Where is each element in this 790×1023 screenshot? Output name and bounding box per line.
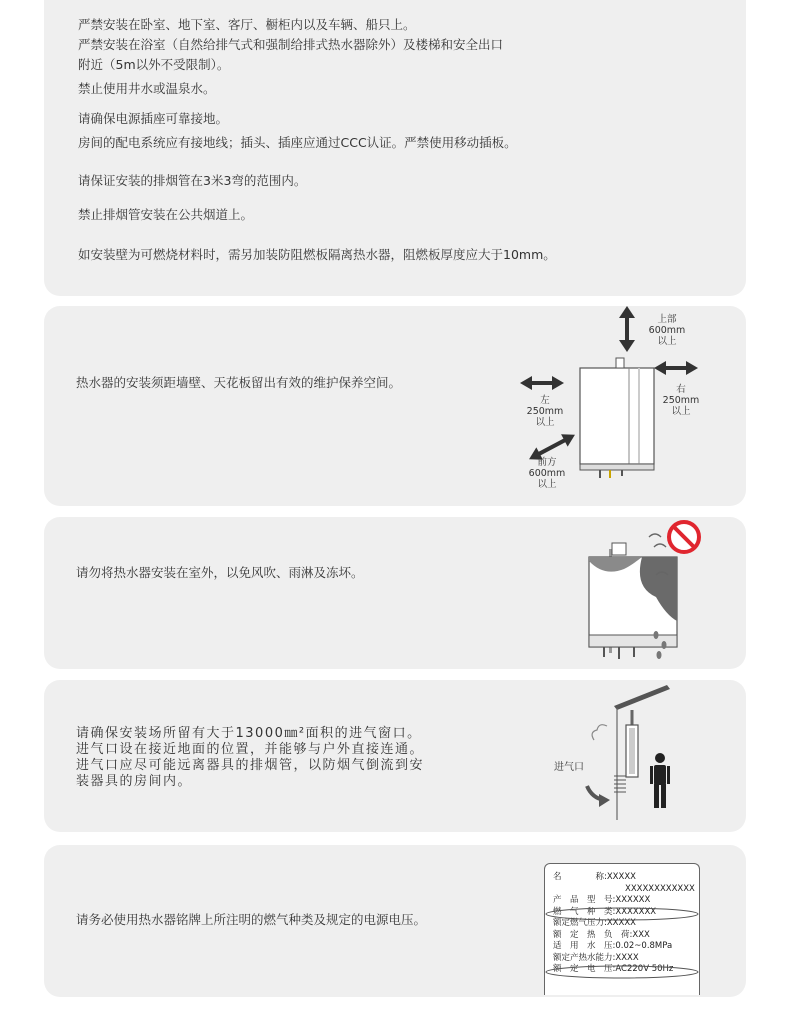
nameplate-row: 额定燃气压力:XXXXX [553, 918, 636, 928]
warning-card-clearance [44, 306, 746, 506]
nameplate-row: 额 定 电 压:AC220V 50Hz [553, 964, 674, 974]
left-clearance-label: 左 250mm 以上 [526, 395, 564, 428]
air-inlet-label: 进气口 [554, 762, 584, 773]
nameplate-row: 产 品 型 号:XXXXXX [553, 895, 651, 905]
clearance-diagram [44, 306, 746, 506]
warning-card-general [44, 0, 746, 296]
nameplate-row: XXXXXXXXXXXX [625, 883, 695, 894]
person-icon [650, 753, 670, 808]
ventilation-line: 装器具的房间内。 [76, 774, 193, 789]
warning-card-outdoor [44, 517, 746, 669]
warning-line: 请保证安装的排烟管在3米3弯的范围内。 [78, 173, 307, 188]
warning-line: 严禁安装在卧室、地下室、客厅、橱柜内以及车辆、船只上。 [78, 17, 416, 32]
outdoor-text: 请勿将热水器安装在室外，以免风吹、雨淋及冻坏。 [76, 565, 364, 580]
nameplate-row: 额 定 热 负 荷:XXX [553, 929, 650, 940]
top-clearance-label: 上部 600mm 以上 [648, 314, 686, 347]
nameplate-row: 适 用 水 压:0.02~0.8MPa [553, 941, 673, 951]
outdoor-heater-illustration [44, 517, 746, 669]
nameplate-row: 燃 气 种 类:XXXXXXX [553, 906, 657, 917]
warning-line: 请确保电源插座可靠接地。 [78, 111, 229, 126]
clearance-text: 热水器的安装须距墙壁、天花板留出有效的维护保养空间。 [76, 375, 402, 390]
warning-card-nameplate [44, 845, 746, 997]
nameplate-row: 额定产热水能力:XXXX [553, 952, 639, 963]
nameplate-row: 名 称:XXXXX [553, 872, 636, 882]
ventilation-line: 请确保安装场所留有大于13000㎜²面积的进气窗口。 [76, 726, 422, 741]
nameplate-text: 请务必使用热水器铭牌上所注明的燃气种类及规定的电源电压。 [76, 912, 427, 927]
warning-line: 禁止排烟管安装在公共烟道上。 [78, 207, 254, 222]
ventilation-line: 进气口设在接近地面的位置，并能够与户外直接连通。 [76, 742, 425, 757]
front-clearance-label: 前方 600mm 以上 [528, 457, 566, 490]
prohibited-icon [669, 522, 699, 552]
warning-line: 禁止使用井水或温泉水。 [78, 81, 216, 96]
right-clearance-label: 右 250mm 以上 [662, 384, 700, 417]
warning-line: 房间的配电系统应有接地线；插头、插座应通过CCC认证。严禁使用移动插板。 [78, 135, 517, 150]
ventilation-line: 进气口应尽可能远离器具的排烟管，以防烟气倒流到安 [76, 758, 425, 773]
nameplate-highlight [44, 845, 746, 997]
ventilation-illustration [44, 680, 746, 832]
warning-card-ventilation [44, 680, 746, 832]
warning-line: 如安装壁为可燃烧材料时，需另加装防阻燃板隔离热水器，阻燃板厚度应大于10mm。 [78, 247, 556, 262]
warning-line: 附近（5m以外不受限制）。 [78, 57, 230, 72]
warning-line: 严禁安装在浴室（自然给排气式和强制给排式热水器除外）及楼梯和安全出口 [78, 37, 504, 52]
